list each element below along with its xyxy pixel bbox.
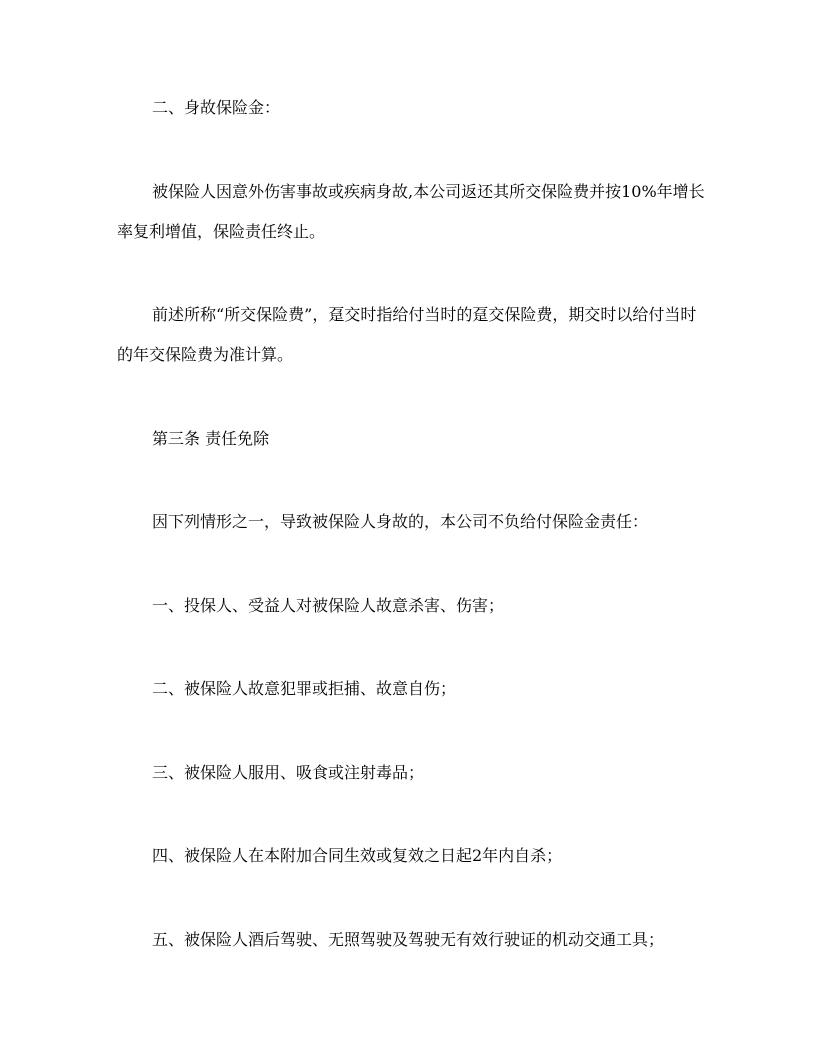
paragraph-exclusions-intro: [117, 502, 816, 542]
article-heading-exclusions: [117, 419, 816, 459]
exclusion-item-3: [117, 753, 816, 793]
text-line: 五、被保险人酒后驾驶、无照驾驶及驾驶无有效行驶证的机动交通工具；: [152, 929, 665, 949]
clause-heading-death-benefit: [117, 88, 816, 128]
paragraph-death-benefit: [117, 172, 816, 252]
text-line: 二、身故保险金：: [152, 98, 281, 117]
text-line: 的年交保险费为准计算。: [117, 345, 294, 364]
text-line: 前述所称“所交保险费”，趸交时指给付当时的趸交保险费，期交时以给付当时: [152, 305, 697, 324]
text-line: 一、投保人、受益人对被保险人故意杀害、伤害；: [152, 595, 505, 615]
paragraph-premium-definition: [117, 295, 816, 375]
text-line: 四、被保险人在本附加合同生效或复效之日起2年内自杀；: [152, 846, 563, 865]
exclusion-item-1: [117, 586, 816, 626]
text-line: 率复利增值，保险责任终止。: [117, 221, 326, 241]
text-line: 因下列情形之一，导致被保险人身故的，本公司不负给付保险金责任：: [152, 512, 649, 531]
text-line: 三、被保险人服用、吸食或注射毒品；: [152, 762, 425, 782]
exclusion-item-5: [117, 920, 816, 960]
exclusion-item-2: [117, 669, 816, 709]
text-line: 被保险人因意外伤害事故或疾病身故,本公司返还其所交保险费并按10%年增长: [152, 181, 705, 201]
text-line: 二、被保险人故意犯罪或拒捕、故意自伤；: [152, 679, 457, 698]
exclusion-item-4: [117, 836, 816, 876]
text-line: 第三条 责任免除: [152, 428, 270, 448]
